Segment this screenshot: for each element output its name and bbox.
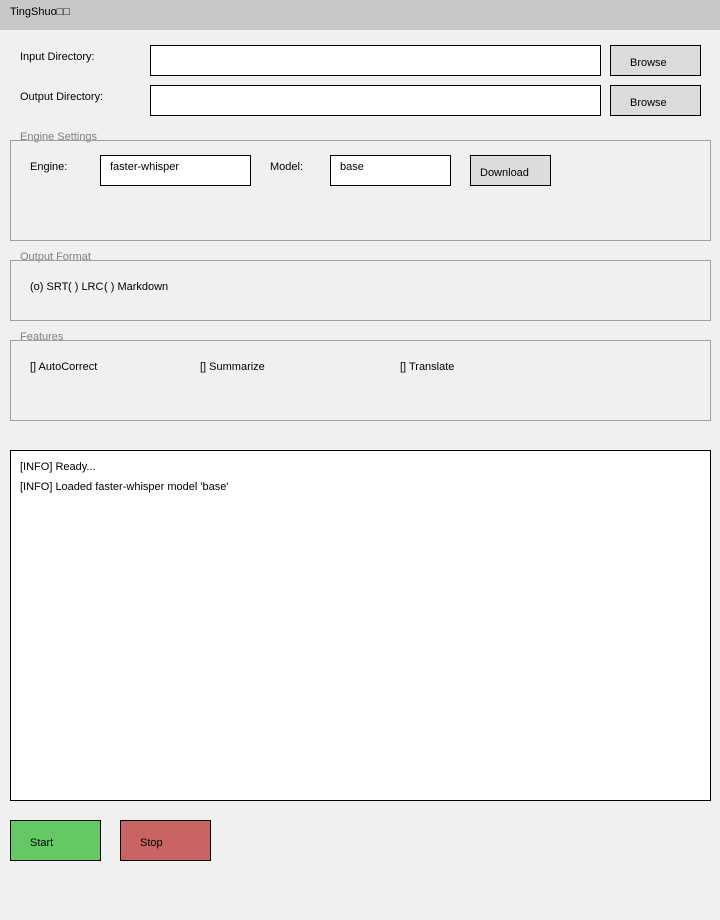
engine-settings-title: Engine Settings — [20, 131, 98, 143]
format-option-markdown[interactable]: ( ) Markdown — [104, 281, 169, 293]
model-label: Model: — [270, 161, 304, 173]
log-line: [INFO] Loaded faster-whisper model 'base' — [20, 481, 229, 493]
engine-select[interactable]: faster-whisper — [100, 155, 251, 186]
format-option-srt[interactable]: (o) SRT — [30, 281, 69, 293]
download-model-button[interactable]: Download — [470, 155, 551, 186]
output-format-title: Output Format — [20, 251, 91, 263]
feature-translate-checkbox[interactable]: [] Translate — [400, 361, 455, 373]
input-browse-button[interactable]: Browse — [610, 45, 701, 76]
feature-autocorrect-checkbox[interactable]: [] AutoCorrect — [30, 361, 98, 373]
title-bar — [0, 0, 720, 30]
features-title: Features — [20, 331, 64, 343]
output-directory-label: Output Directory: — [20, 91, 104, 103]
model-select[interactable]: base — [330, 155, 451, 186]
input-directory-label: Input Directory: — [20, 51, 95, 63]
input-directory-field[interactable] — [150, 45, 601, 76]
output-browse-button[interactable]: Browse — [610, 85, 701, 116]
output-directory-field[interactable] — [150, 85, 601, 116]
format-option-lrc[interactable]: ( ) LRC — [68, 281, 104, 293]
log-line: [INFO] Ready... — [20, 461, 96, 473]
engine-label: Engine: — [30, 161, 68, 173]
log-output-area[interactable] — [10, 450, 711, 801]
feature-summarize-checkbox[interactable]: [] Summarize — [200, 361, 265, 373]
window-title: TingShuo□□ — [10, 6, 70, 18]
stop-button[interactable]: Stop — [120, 820, 211, 861]
features-group — [10, 340, 711, 421]
start-button[interactable]: Start — [10, 820, 101, 861]
